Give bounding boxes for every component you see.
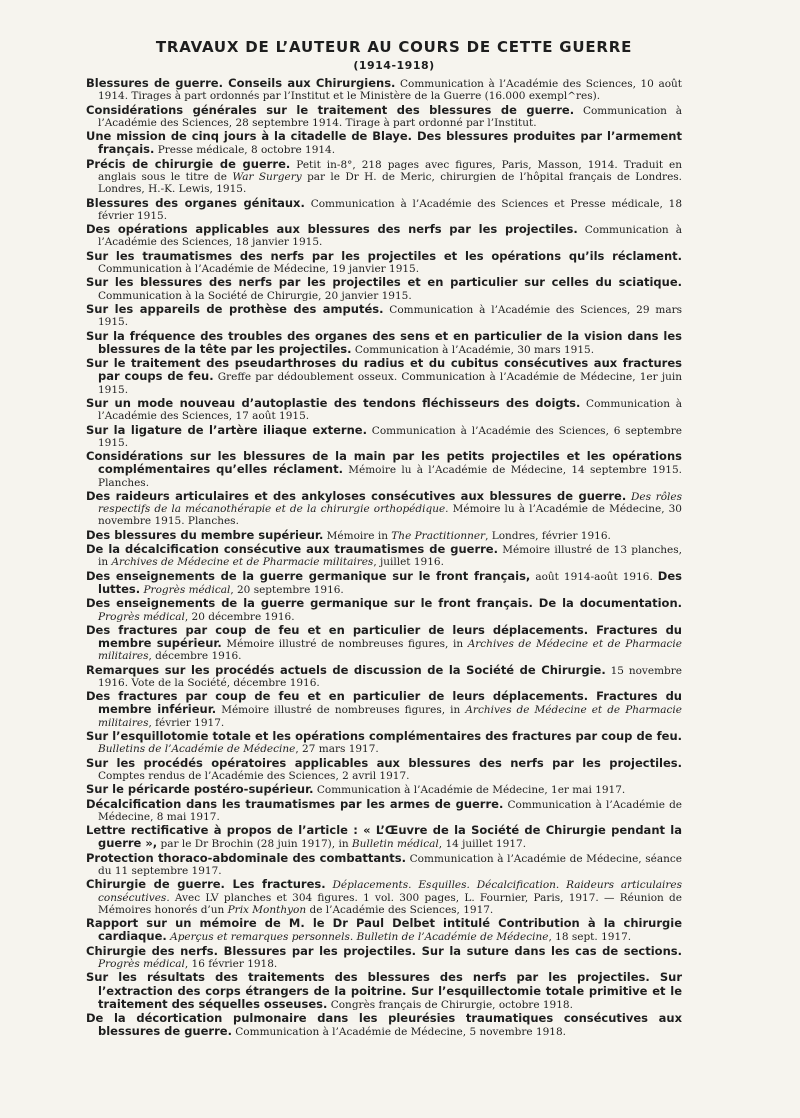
bibliography-entry [86, 570, 682, 596]
bibliography-entry [86, 1012, 682, 1038]
bibliography-entry [86, 424, 682, 449]
entry-text: Congrès français de Chirurgie, octobre 1918. [327, 998, 573, 1011]
entry-heading: Sur le péricarde postéro-supérieur. [86, 782, 314, 797]
entry-text: Communication à l’Académie des Sciences, 28 septembre 1914. Tirage à part ordonné par l’Institut. [98, 104, 682, 129]
entry-heading: Précis de chirurgie de guerre. [86, 156, 291, 171]
entry-italic: Déplacements. Esquilles. Décalcification. Raideurs articulaires consécutives. [98, 879, 682, 904]
entry-italic: Bulletin médical [351, 838, 439, 851]
entry-italic-2: Prix Monthyon [227, 903, 307, 916]
entry-text-2: , février 1917. [148, 716, 225, 729]
bibliography-entry [86, 798, 682, 823]
entry-text: Communication à l’Académie des Sciences et Presse médicale, 18 février 1915. [98, 197, 683, 222]
entry-text-2: , 27 mars 1917. [295, 743, 379, 756]
entry-heading: Sur les appareils de prothèse des amputés. [86, 301, 384, 316]
entry-heading: Des enseignements de la guerre germanique sur le front français. De la documentation. [86, 596, 682, 611]
entry-heading: Des fractures par coup de feu et en particulier de leurs déplacements. Fractures du membre inférieur. [86, 689, 682, 717]
bibliography-entry [86, 624, 682, 663]
bibliography-entry [86, 158, 682, 196]
bibliography-entry [86, 945, 682, 970]
entry-italic: Bulletins de l’Académie de Médecine [98, 743, 296, 756]
entry-text: Mémoire illustré de nombreuses figures, in [221, 638, 468, 651]
entry-text-2: par le Dr H. de Meric, chirurgien de l’hôpital français de Londres. Londres, H.-K. Lewis, 1915. [98, 170, 683, 196]
bibliography-entry [86, 330, 682, 356]
bibliography-entry [86, 971, 682, 1011]
entry-italic: Progrès médical [98, 610, 185, 623]
entry-heading: Des blessures du membre supérieur. [86, 527, 324, 542]
bibliography-entry [86, 357, 682, 396]
entry-heading: Sur les procédés opératoires applicables aux blessures des nerfs par les projectiles. [86, 755, 682, 770]
entry-heading: Décalcification dans les traumatismes par les armes de guerre. [86, 796, 504, 811]
bibliography-entry [86, 303, 682, 328]
entry-italic: Progrès médical [98, 958, 185, 971]
entry-heading: Sur un mode nouveau d’autoplastie des tendons fléchisseurs des doigts. [86, 395, 581, 410]
entry-text: Mémoire illustré de nombreuses figures, in [216, 704, 466, 717]
entry-text: Communication à l’Académie des Sciences, 6 septembre 1915. [98, 424, 682, 449]
entry-heading: Blessures de guerre. Conseils aux Chirurgiens. [86, 76, 396, 90]
bibliography-entry [86, 664, 682, 689]
bibliography-entry [86, 250, 682, 275]
entry-italic: The Practitionner [391, 529, 486, 542]
entry-heading: Sur la fréquence des troubles des organes des sens et en particulier de la vision dans les blessures de la tête par les projectiles. [86, 328, 682, 356]
entry-heading-2: Des luttes. [98, 568, 682, 596]
entry-text: août 1914-août 1916. [530, 570, 658, 583]
entry-text: Communication à l’Académie des Sciences, 29 mars 1915. [98, 303, 682, 329]
entry-heading: Rapport sur un mémoire de M. le Dr Paul Delbet intitulé Contribution à la chirurgie cardiaque. [86, 916, 682, 944]
entry-heading: Lettre rectificative à propos de l’article : « L’Œuvre de la Société de Chirurgie pendant la guerre », [86, 823, 682, 851]
entry-text: Communication à l’Académie de Médecine, 8 mai 1917. [98, 798, 683, 823]
bibliography-entry [86, 130, 682, 156]
bibliography-entry [86, 597, 682, 622]
entry-heading: Sur les résultats des traitements des blessures des nerfs par les projectiles. Sur l’extraction des corps étrangers de la poitrine. Sur l’esquillectomie totale primitive et le traitement des séquelles osseuses. [86, 970, 682, 1011]
entry-italic: Aperçus et remarques personnels. Bulletin de l’Académie de Médecine [166, 931, 549, 944]
entry-heading: Chirurgie de guerre. Les fractures. [86, 877, 326, 892]
entry-text-2: Avec LV planches et 304 figures. 1 vol. 300 pages, L. Fournier, Paris, 1917. — Réunion de Mémoires honorés d’un [98, 891, 682, 916]
entry-text-2: , 20 décembre 1916. [184, 610, 295, 623]
entry-heading: Sur les blessures des nerfs par les projectiles et en particulier sur celles du sciatique. [86, 275, 682, 290]
entry-heading: Sur l’esquillotomie totale et les opérations complémentaires des fractures par coup de feu. [86, 729, 682, 744]
entry-text-3: de l’Académie des Sciences, 1917. [306, 903, 494, 916]
entry-heading: Considérations générales sur le traitement des blessures de guerre. [86, 102, 575, 117]
entry-heading: Protection thoraco-abdominale des combattants. [86, 850, 406, 865]
entry-heading: Considérations sur les blessures de la main par les petits projectiles et les opérations complémentaires qu’elles réclament. [86, 449, 682, 477]
entry-text: Communication à la Société de Chirurgie, 20 janvier 1915. [98, 289, 412, 302]
entry-text: Mémoire illustré de 13 planches, in [98, 544, 682, 569]
bibliography-entry [86, 529, 682, 542]
bibliography-entry [86, 104, 682, 129]
bibliography-entry [86, 824, 682, 850]
entry-text-2: , 14 juillet 1917. [438, 838, 527, 851]
entry-italic: Progrès médical [140, 583, 231, 596]
entry-text: Greffe par dédoublement osseux. Communication à l’Académie de Médecine, 1er juin 1915. [98, 371, 682, 396]
entry-heading: Chirurgie des nerfs. Blessures par les projectiles. Sur la suture dans les cas de sections. [86, 943, 682, 958]
entry-text: Communication à l’Académie des Sciences, 17 août 1915. [98, 397, 682, 423]
entry-heading: Des opérations applicables aux blessures des nerfs par les projectiles. [86, 222, 578, 237]
entry-italic: Archives de Médecine et de Pharmacie militaires [98, 704, 682, 729]
entry-heading: Des enseignements de la guerre germanique sur le front français, [86, 568, 531, 583]
entry-heading: Sur les traumatismes des nerfs par les projectiles et les opérations qu’ils réclament. [86, 248, 682, 263]
bibliography-entry [86, 490, 682, 528]
entry-italic: Archives de Médecine et de Pharmacie militaires [111, 556, 374, 569]
entry-text: Comptes rendus de l’Académie des Sciences, 2 avril 1917. [98, 769, 410, 782]
bibliography-entry [86, 917, 682, 943]
entry-text-2: , décembre 1916. [148, 650, 242, 663]
entry-text-2: , 16 février 1918. [184, 958, 278, 971]
entry-text: Presse médicale, 8 octobre 1914. [154, 144, 336, 157]
bibliography-entry [86, 397, 682, 422]
bibliography-entry [86, 783, 682, 796]
bibliography-entry [86, 77, 682, 102]
entry-text: Communication à l’Académie des Sciences, 18 janvier 1915. [98, 224, 682, 249]
bibliography-entry [86, 690, 682, 729]
bibliography-entry [86, 543, 682, 568]
entry-heading: De la décalcification consécutive aux traumatismes de guerre. [86, 542, 498, 557]
entry-heading: Des fractures par coup de feu et en particulier de leurs déplacements. Fractures du membre supérieur. [86, 622, 682, 651]
entry-italic: Archives de Médecine et de Pharmacie militaires [98, 638, 682, 663]
entry-text-2: , 20 septembre 1916. [230, 583, 344, 596]
page-title: TRAVAUX DE L’AUTEUR AU COURS DE CETTE GUERRE [155, 38, 633, 56]
entry-text: Communication à l’Académie de Médecine, séance du 11 septembre 1917. [98, 852, 682, 878]
entry-heading: Sur la ligature de l’artère iliaque externe. [86, 422, 367, 437]
bibliography-entry [86, 757, 682, 782]
bibliography-entry [86, 197, 682, 222]
entry-text: 15 novembre 1916. Vote de la Société, décembre 1916. [98, 664, 682, 689]
entry-text: Communication à l’Académie de Médecine, 19 janvier 1915. [98, 262, 420, 275]
entry-text-2: , 18 sept. 1917. [548, 931, 632, 944]
bibliography-entry [86, 276, 682, 301]
entry-text: Mémoire lu à l’Académie de Médecine, 14 septembre 1915. Planches. [98, 464, 682, 489]
bibliography-entry [86, 852, 682, 877]
entry-text: par le Dr Brochin (28 juin 1917), in [157, 838, 352, 851]
entry-heading: De la décortication pulmonaire dans les pleurésies traumatiques consécutives aux blessures de guerre. [86, 1011, 682, 1039]
entry-italic: War Surgery [232, 170, 302, 183]
entry-heading: Blessures des organes génitaux. [86, 195, 305, 210]
entry-text: Communication à l’Académie, 30 mars 1915. [351, 343, 595, 356]
entry-text: Mémoire in [323, 529, 392, 542]
entry-text: Communication à l’Académie de Médecine, 5 novembre 1918. [231, 1026, 567, 1039]
bibliography-entry [86, 223, 682, 248]
entry-heading: Remarques sur les procédés actuels de discussion de la Société de Chirurgie. [86, 662, 606, 677]
entry-italic: Des rôles respectifs de la mécanothérapie et de la chirurgie orthopédique. [98, 490, 682, 516]
bibliography-entry [86, 730, 682, 755]
entry-text-2: , Londres, février 1916. [485, 529, 611, 542]
bibliography-entry [86, 450, 682, 489]
entry-text: Communication à l’Académie des Sciences, 10 août 1914. Tirages à part ordonnés par l’Institut et le Ministère de la Guerre (16.000 exempl^res). [98, 78, 683, 103]
page-subtitle: (1914-1918) [353, 59, 435, 72]
entry-heading: Sur le traitement des pseudarthroses du radius et du cubitus consécutives aux fractures par coups de feu. [86, 356, 682, 384]
entry-text-2: Mémoire lu à l’Académie de Médecine, 30 novembre 1915. Planches. [98, 503, 682, 528]
entry-heading: Une mission de cinq jours à la citadelle de Blaye. Des blessures produites par l’armement français. [86, 129, 682, 157]
entry-heading: Des raideurs articulaires et des ankyloses consécutives aux blessures de guerre. [86, 488, 627, 503]
bibliography-entry [86, 878, 682, 916]
entry-text-2: , juillet 1916. [373, 556, 444, 569]
bibliography-list [86, 77, 682, 1039]
entry-text: Petit in-8°, 218 pages avec figures, Paris, Masson, 1914. Traduit en anglais sous le titre de [98, 158, 682, 183]
entry-text: Communication à l’Académie de Médecine, 1er mai 1917. [313, 784, 626, 797]
